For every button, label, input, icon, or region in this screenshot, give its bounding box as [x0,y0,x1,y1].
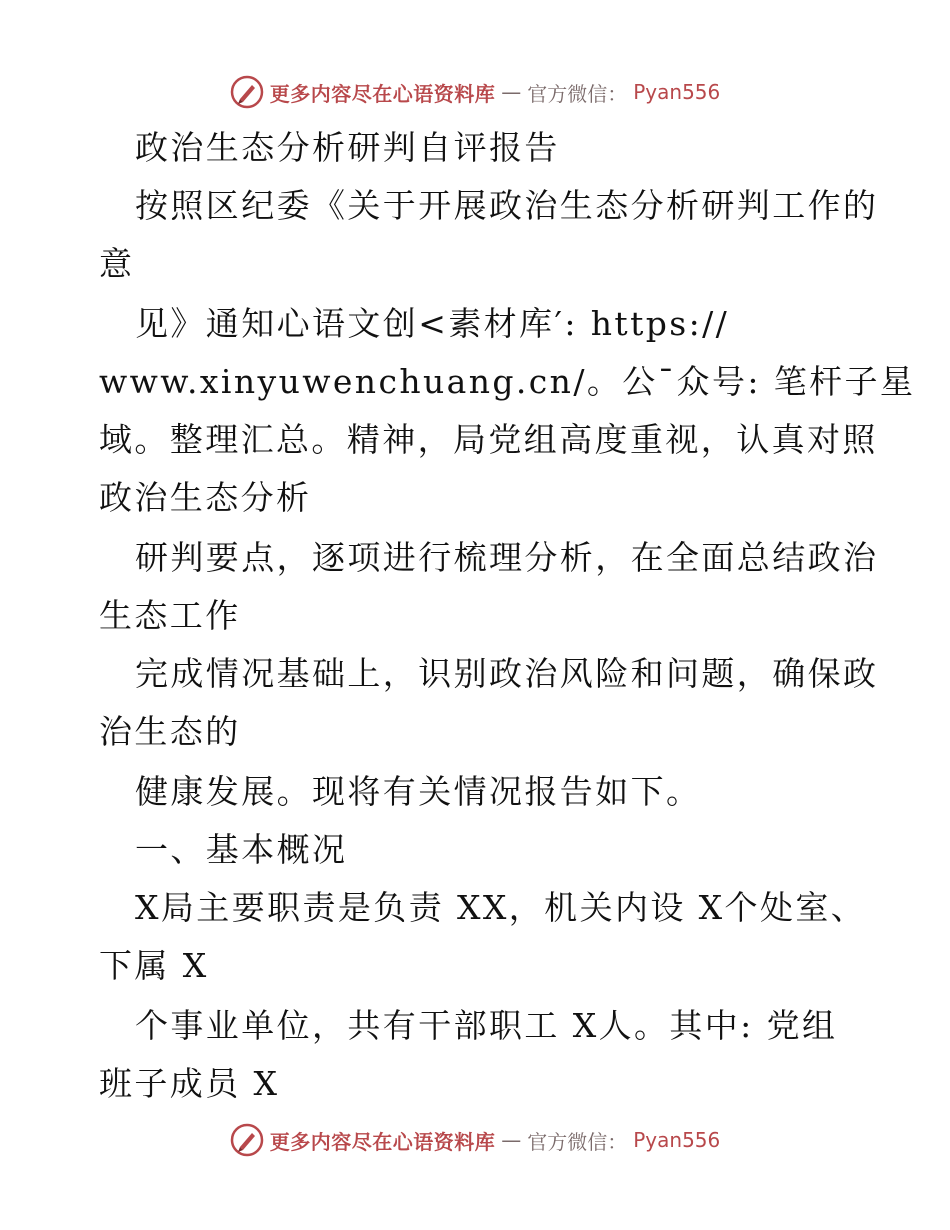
footer-banner-label: 官方微信： [527,1129,628,1154]
paragraph-line: 完成情况基础上，识别政治风险和问题，确保政 [135,654,879,693]
paragraph-line: 下属 X [99,946,209,985]
footer-banner-title: 更多内容尽在心语资料库 [269,1129,496,1154]
page-footer [0,1118,950,1162]
header-banner-wechat-id: Pyan556 [633,80,721,104]
footer-banner [230,1123,721,1157]
document-title: 政治生态分析研判自评报告 [135,128,560,167]
paragraph-line: 政治生态分析 [99,478,312,517]
paragraph-line: 班子成员 X [99,1064,280,1103]
paragraph-line: 意 [99,244,135,283]
footer-banner-wechat-id: Pyan556 [633,1128,721,1152]
pen-logo-icon [230,75,264,109]
section-heading: 一、基本概况 [135,830,348,869]
header-banner-separator: — [501,80,522,104]
paragraph-line: 个事业单位，共有干部职工 X人。其中: 党组 [135,1006,838,1045]
paragraph-line: 生态工作 [99,596,241,635]
paragraph-line: 域。整理汇总。精神，局党组高度重视，认真对照 [99,420,878,459]
paragraph-line: 治生态的 [99,712,241,751]
header-banner [230,75,721,109]
header-banner-title: 更多内容尽在心语资料库 [269,81,496,106]
pen-logo-icon [230,1123,264,1157]
page-header [0,70,950,114]
paragraph-line: X局主要职责是负责 XX，机关内设 X个处室、 [135,888,867,927]
paragraph-line: 研判要点，逐项进行梳理分析，在全面总结政治 [135,538,879,577]
footer-banner-separator: — [501,1128,522,1152]
paragraph-line: 见》通知心语文创<素材库′: https:// [135,304,730,343]
header-banner-label: 官方微信： [527,81,628,106]
paragraph-line: 按照区纪委《关于开展政治生态分析研判工作的 [135,186,879,225]
paragraph-line: www.xinyuwenchuang.cn/。公¯众号: 笔杆子星 [99,362,916,401]
paragraph-line: 健康发展。现将有关情况报告如下。 [135,772,702,811]
